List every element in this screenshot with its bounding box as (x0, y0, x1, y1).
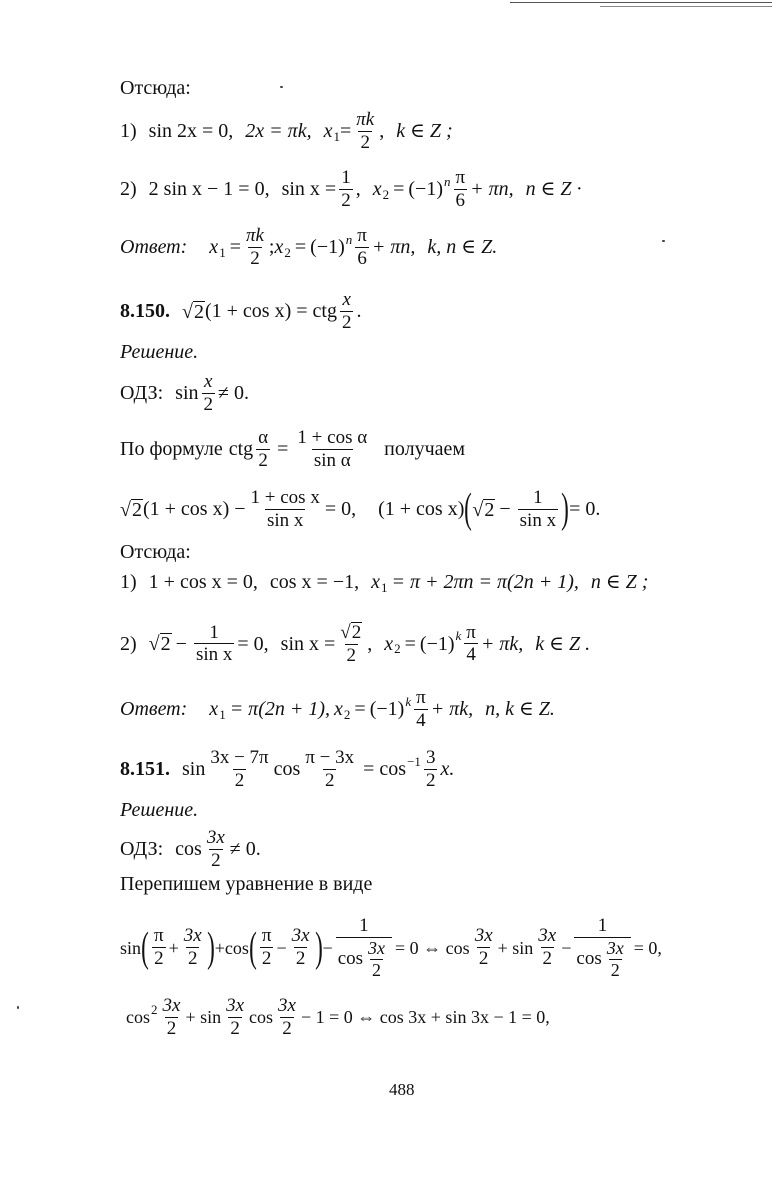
fraction (303, 748, 356, 791)
numerator: 1 (597, 915, 608, 936)
denominator: 2 (258, 449, 268, 471)
numerator: π (466, 621, 476, 643)
subscript: 2 (284, 244, 291, 260)
answer-label: Ответ: (120, 236, 188, 259)
fraction (202, 372, 216, 415)
paren: ( (369, 698, 377, 721)
expr-part: = (393, 178, 405, 201)
denominator: 4 (466, 644, 476, 666)
var-x: x (372, 178, 382, 201)
expr-part: (1 + cos x) (378, 498, 465, 521)
fraction (574, 916, 630, 980)
fraction (205, 828, 227, 871)
expr-part: −1 (415, 178, 437, 201)
var-x: x (371, 571, 380, 593)
answer-label: Ответ: (120, 698, 188, 721)
expr-part: = cos (363, 758, 407, 781)
expr-part: 2x = πk, (245, 120, 312, 143)
case-number: 1) (120, 120, 137, 143)
denominator: 2 (341, 189, 351, 211)
expr-part: − (561, 937, 572, 958)
var-x: x (323, 120, 333, 143)
rewrite-text: Перепишем уравнение в виде (120, 873, 373, 895)
expr-part: + (168, 937, 179, 958)
expr-part: = (404, 632, 416, 655)
superscript: n (345, 231, 353, 247)
expr-part: = π + 2πn = π(2n + 1), (391, 571, 579, 593)
expr-part: cos x = −1, (269, 571, 360, 593)
fraction (339, 168, 353, 211)
expr-part: + πn, (470, 178, 514, 201)
expr-part: + πk, (430, 698, 474, 721)
numerator: π − 3x (305, 747, 355, 768)
case-number: 2) (120, 178, 137, 201)
expr-part: + sin (497, 937, 534, 958)
subscript: 2 (343, 706, 351, 722)
fraction (290, 926, 312, 969)
radical-sign: √ (340, 622, 351, 643)
case-4-line (120, 622, 590, 666)
denominator: sin x (519, 509, 557, 531)
expr-part: sin (120, 937, 142, 958)
denominator: 2 (230, 1017, 240, 1039)
expr-part: k ∈ Z . (535, 632, 591, 655)
expr-part: = 0, (237, 632, 269, 655)
denominator: 2 (372, 959, 382, 980)
denominator: sin x (266, 509, 304, 531)
denominator: 2 (211, 849, 221, 871)
paren: ) (397, 698, 405, 721)
expr-part: k, n ∈ Z. (427, 236, 498, 259)
expr-part: ≠ 0. (229, 838, 261, 861)
numerator: 1 (341, 167, 351, 188)
expr-part: ; (268, 236, 275, 259)
numerator: x (204, 371, 213, 392)
denominator: 2 (282, 1017, 292, 1039)
fraction (518, 488, 558, 531)
text-otsyuda-2 (120, 542, 191, 562)
big-paren: ) (314, 924, 323, 971)
denominator: 6 (357, 247, 367, 269)
var-x: x (334, 698, 343, 721)
fraction (464, 623, 478, 666)
case-2-line (120, 168, 582, 211)
paren: ) (338, 236, 345, 259)
big-paren: ) (206, 924, 215, 971)
fraction (224, 996, 246, 1039)
denominator: 2 (154, 948, 164, 970)
denominator (574, 937, 630, 980)
var-x: x (274, 236, 284, 259)
denominator: 2 (261, 948, 272, 970)
denominator: 2 (295, 948, 306, 970)
expr-part: cos (126, 1007, 150, 1028)
numerator: 1 (533, 487, 543, 508)
big-paren: ) (561, 486, 569, 533)
expr-part: = 0, (633, 937, 662, 958)
denominator: 2 (341, 311, 352, 333)
denominator: 2 (324, 769, 335, 791)
case-3-line (120, 571, 649, 595)
denominator: sin x (195, 644, 233, 666)
expr-part: −1 (316, 236, 339, 259)
radical-sign: √ (182, 300, 193, 323)
sqrt (340, 622, 362, 643)
subscript: 1 (219, 706, 226, 722)
expr-part: − (499, 498, 511, 521)
answer-2-line (120, 688, 555, 731)
fraction (414, 688, 428, 731)
rewrite-line (120, 874, 372, 894)
fraction (208, 748, 270, 791)
numerator: 3x (606, 937, 624, 958)
radical-sign: √ (472, 498, 484, 521)
expr-part: cos (249, 1007, 274, 1028)
numerator: x (342, 289, 351, 310)
expr-part: + πk, (480, 632, 524, 655)
formula-tail: получаем (384, 438, 466, 461)
denominator: 2 (203, 393, 214, 415)
fraction (295, 428, 369, 471)
expr-part: cos (224, 937, 249, 958)
fraction (536, 926, 558, 969)
expr-part: cos (175, 838, 202, 861)
denominator: 2 (346, 644, 356, 666)
equation-151b-line (126, 996, 550, 1039)
radicand: 2 (351, 622, 362, 643)
scan-speck (662, 240, 665, 242)
expr-part: , (355, 178, 361, 201)
fraction (182, 926, 204, 969)
scan-speck (17, 1006, 19, 1009)
numerator: 1 + cos α (297, 427, 368, 448)
text-otsyuda (120, 78, 191, 98)
numerator: 3x (291, 925, 310, 947)
expr-part: − (276, 937, 287, 958)
fraction (340, 290, 354, 333)
expr-part: − 1 = 0 ⇔ cos 3x + sin 3x − 1 = 0, (300, 1007, 550, 1028)
denominator: 6 (455, 189, 466, 211)
expr-part: = 0. (569, 498, 601, 521)
expr-part: sin x = (280, 632, 336, 655)
expr-part: , (367, 632, 373, 655)
sqrt (149, 633, 172, 654)
denominator: 2 (187, 948, 198, 970)
big-paren: ( (249, 924, 257, 971)
fraction (354, 110, 376, 153)
denominator (336, 937, 392, 980)
subscript: 2 (382, 186, 390, 202)
radicand: 2 (131, 498, 142, 521)
numerator: 3x (226, 995, 245, 1016)
fraction (260, 926, 274, 969)
fraction (256, 428, 270, 471)
numerator: 3x − 7π (210, 747, 269, 768)
numerator: 1 (209, 621, 219, 643)
subscript: 1 (333, 128, 340, 144)
formula-line (120, 428, 465, 471)
fraction (244, 226, 266, 269)
paren: ( (419, 632, 427, 655)
numerator: 3x (183, 925, 202, 947)
numerator: πk (356, 109, 375, 130)
expr-part: , (379, 120, 385, 143)
numerator: 3 (425, 747, 436, 768)
numerator: 3x (206, 827, 225, 848)
problem-151-line (120, 748, 454, 791)
fraction (276, 996, 298, 1039)
fraction (424, 748, 438, 791)
expr-part: . (356, 300, 362, 323)
fraction (473, 926, 495, 969)
var-x: x (384, 632, 394, 655)
expr-part: k ∈ Z ; (396, 120, 453, 143)
page-edge-line (510, 2, 772, 3)
paren: ) (447, 632, 455, 655)
numerator: π (455, 167, 466, 188)
numerator: π (261, 925, 272, 947)
expr-part: = (277, 438, 289, 461)
radical-sign: √ (120, 498, 131, 521)
case-1-line (120, 110, 453, 153)
numerator: 3x (278, 995, 296, 1016)
subscript: 2 (394, 641, 401, 657)
expr-part: = (354, 698, 366, 721)
radicand: 2 (160, 633, 171, 656)
expr-part: (1 + cos x) − (142, 498, 246, 521)
expr-part: − (175, 632, 187, 655)
superscript: 2 (151, 1001, 158, 1017)
numerator (338, 622, 364, 644)
radicand: 2 (484, 498, 495, 521)
odz-2-line (120, 828, 261, 871)
numerator: 1 (359, 915, 369, 936)
denominator: 2 (166, 1017, 177, 1039)
denominator: 2 (478, 948, 489, 970)
formula-intro: По формуле (120, 438, 223, 461)
fraction (338, 622, 364, 666)
paren: ( (408, 178, 416, 201)
numerator: π (154, 925, 164, 947)
expr-part: n, k ∈ Z. (485, 698, 555, 721)
fraction (454, 168, 468, 211)
numerator: 1 + cos x (250, 487, 320, 508)
var-x: x (209, 698, 219, 721)
denominator: 2 (234, 769, 245, 791)
sqrt (120, 499, 143, 520)
solution-1-line (120, 342, 198, 362)
superscript: k (405, 693, 412, 709)
solution-label: Решение. (120, 799, 199, 821)
fraction (152, 926, 166, 969)
expr-part: cos (337, 948, 364, 970)
expr-part: −1 (426, 632, 448, 655)
expr-part: sin (182, 758, 206, 781)
expr-part: n ∈ Z · (525, 178, 582, 201)
expr-part: −1 (376, 698, 398, 721)
expr-part: = π(2n + 1), (229, 698, 331, 721)
expr-part: n ∈ Z ; (590, 571, 649, 593)
numerator: 3x (474, 925, 493, 947)
fraction (366, 939, 387, 980)
numerator: 3x (538, 925, 557, 947)
denominator: 2 (542, 948, 553, 970)
radical-sign: √ (148, 633, 160, 656)
expr-part: sin 2x = 0, (148, 120, 234, 143)
problem-number: 8.150. (120, 300, 170, 323)
case-number: 2) (120, 632, 137, 655)
odz-1-line (120, 372, 249, 415)
superscript: k (455, 628, 462, 644)
expr-part: (1 + cos x) = ctg (204, 300, 337, 323)
expr-part: + (214, 937, 225, 958)
expr-part: cos (273, 758, 301, 781)
odz-label: ОДЗ: (120, 382, 164, 405)
page-number: 488 (389, 1080, 415, 1099)
superscript: n (444, 173, 451, 189)
numerator: α (258, 427, 269, 448)
expr-part: = 0 ⇔ cos (395, 937, 470, 958)
expr-part: + sin (185, 1007, 222, 1028)
expr-part: 1 + cos x = 0, (148, 571, 258, 593)
expr-part: = (229, 236, 241, 259)
sqrt (182, 301, 205, 322)
expr-part: = 0, (324, 498, 357, 521)
numerator: 3x (162, 995, 181, 1016)
expr-part: = (339, 120, 352, 143)
sqrt (472, 499, 495, 520)
expr-part: ctg (228, 438, 254, 461)
radicand: 2 (193, 300, 204, 323)
page-edge-line (600, 6, 772, 7)
solution-label: Решение. (120, 341, 199, 363)
denominator: sin α (313, 449, 351, 471)
expr-part: − (322, 937, 333, 958)
expr-part: = (294, 236, 307, 259)
numerator: 3x (368, 937, 386, 958)
big-paren: ( (141, 924, 149, 971)
denominator: 2 (425, 769, 436, 791)
fraction (605, 939, 626, 980)
fraction (336, 916, 392, 980)
expr-part: cos (576, 948, 602, 970)
big-paren: ( (464, 486, 473, 533)
answer-1-line (120, 226, 497, 269)
equation-150-line (120, 488, 600, 531)
numerator: π (416, 687, 426, 708)
var-x: x (209, 236, 219, 259)
numerator: πk (245, 225, 264, 246)
fraction (194, 623, 234, 666)
expr-part: 2 sin x − 1 = 0, (148, 178, 270, 201)
expr-part: sin (175, 382, 199, 405)
denominator: 2 (610, 959, 620, 980)
odz-label: ОДЗ: (120, 838, 164, 861)
scan-speck (280, 86, 283, 88)
fraction (161, 996, 183, 1039)
solution-2-line (120, 800, 198, 820)
otsyuda-label: Отсюда: (120, 77, 191, 99)
denominator: 4 (416, 709, 426, 731)
case-number: 1) (120, 571, 137, 593)
expr-part: + πn, (371, 236, 416, 259)
expr-part: x. (440, 758, 455, 781)
denominator: 2 (360, 131, 370, 153)
subscript: 1 (219, 244, 226, 260)
fraction (249, 488, 322, 531)
problem-number: 8.151. (120, 758, 170, 781)
subscript: 1 (381, 579, 388, 595)
paren: ) (436, 178, 443, 201)
paren: ( (310, 236, 317, 259)
superscript: −1 (407, 753, 421, 769)
equation-151a-line (120, 916, 662, 980)
otsyuda-label: Отсюда: (120, 541, 191, 563)
expr-part: sin x = (281, 178, 337, 201)
fraction (355, 226, 369, 269)
denominator: 2 (250, 247, 260, 269)
expr-part: ≠ 0. (218, 382, 249, 405)
numerator: π (357, 225, 367, 246)
problem-150-line (120, 290, 361, 333)
